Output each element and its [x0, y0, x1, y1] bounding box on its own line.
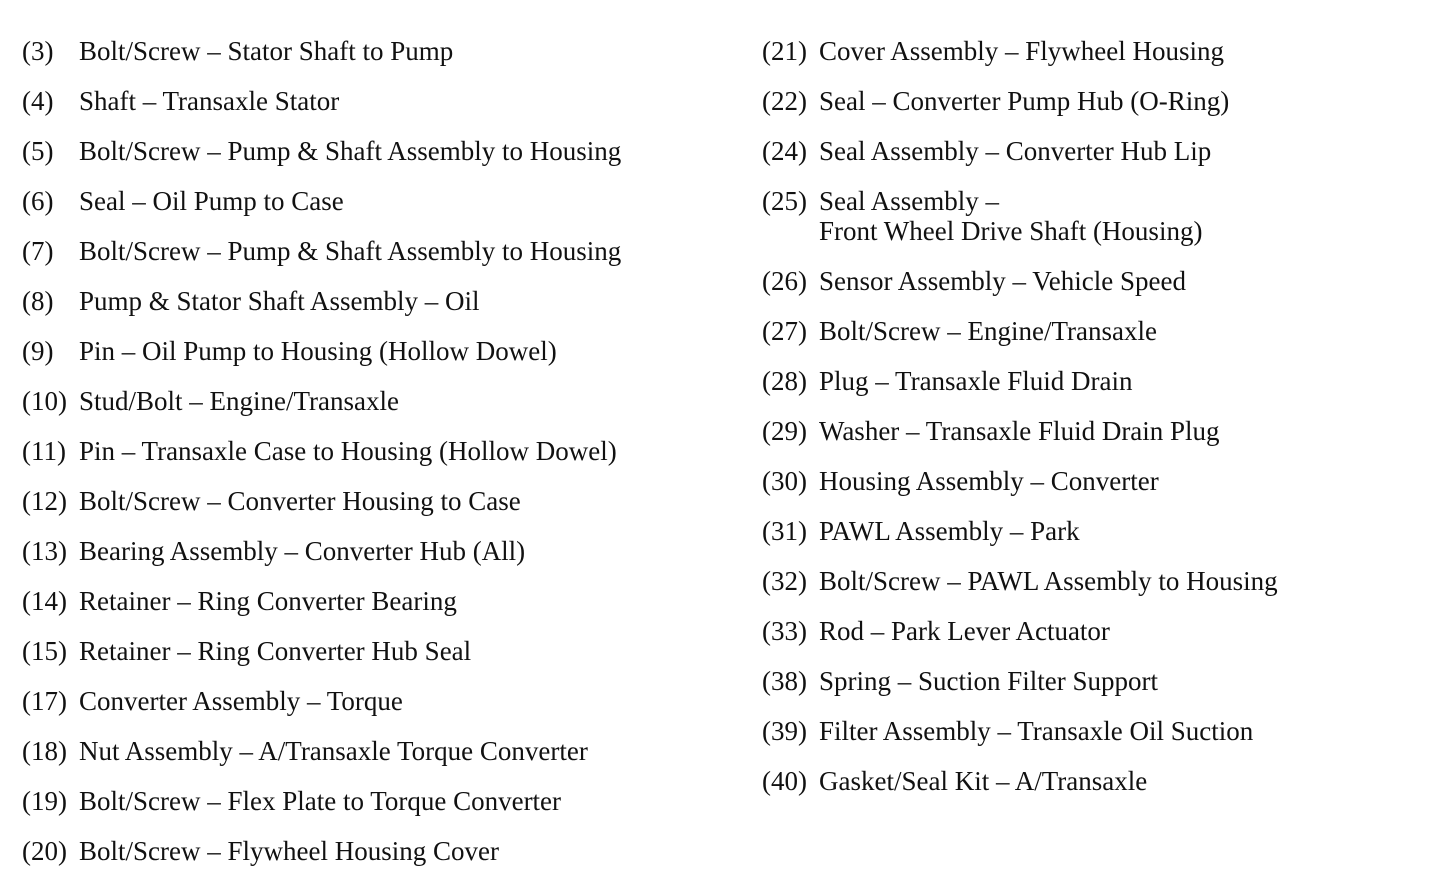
part-number: (40) [762, 766, 807, 796]
part-description: Bearing Assembly – Converter Hub (All) [79, 536, 526, 566]
part-number: (31) [762, 516, 807, 546]
parts-list-right [762, 36, 1422, 816]
list-item [22, 286, 722, 336]
list-item [762, 86, 1422, 136]
part-number: (38) [762, 666, 807, 696]
part-number: (20) [22, 836, 67, 866]
part-description: PAWL Assembly – Park [819, 516, 1080, 546]
part-description: Gasket/Seal Kit – A/Transaxle [819, 766, 1148, 796]
list-item [762, 186, 1422, 266]
part-number: (32) [762, 566, 807, 596]
part-description: Bolt/Screw – Pump & Shaft Assembly to Housing [79, 136, 622, 166]
list-item [22, 386, 722, 436]
part-number: (15) [22, 636, 67, 666]
part-number: (6) [22, 186, 54, 216]
part-description: Bolt/Screw – Flex Plate to Torque Converter [79, 786, 562, 816]
list-item [762, 416, 1422, 466]
list-item [22, 686, 722, 736]
part-description: Washer – Transaxle Fluid Drain Plug [819, 416, 1220, 446]
part-description: Stud/Bolt – Engine/Transaxle [79, 386, 400, 416]
part-description: Seal – Oil Pump to Case [79, 186, 344, 216]
part-number: (28) [762, 366, 807, 396]
part-description: Retainer – Ring Converter Bearing [79, 586, 457, 616]
list-item [22, 536, 722, 586]
list-item [22, 586, 722, 636]
part-description: Housing Assembly – Converter [819, 466, 1159, 496]
part-description: Sensor Assembly – Vehicle Speed [819, 266, 1186, 296]
part-number: (9) [22, 336, 54, 366]
part-description: Nut Assembly – A/Transaxle Torque Converter [79, 736, 588, 766]
list-item [22, 36, 722, 86]
part-description: Pin – Oil Pump to Housing (Hollow Dowel) [79, 336, 557, 366]
part-number: (11) [22, 436, 66, 466]
part-number: (3) [22, 36, 54, 66]
part-number: (26) [762, 266, 807, 296]
list-item [762, 366, 1422, 416]
list-item [762, 566, 1422, 616]
part-number: (29) [762, 416, 807, 446]
part-description: Converter Assembly – Torque [79, 686, 403, 716]
part-number: (18) [22, 736, 67, 766]
list-item [762, 716, 1422, 766]
part-description: Bolt/Screw – Flywheel Housing Cover [79, 836, 499, 866]
part-description: Filter Assembly – Transaxle Oil Suction [819, 716, 1254, 746]
part-description: Plug – Transaxle Fluid Drain [819, 366, 1133, 396]
list-item [22, 86, 722, 136]
list-item [22, 436, 722, 486]
part-description: Seal – Converter Pump Hub (O-Ring) [819, 86, 1230, 116]
part-description: Retainer – Ring Converter Hub Seal [79, 636, 472, 666]
list-item [22, 786, 722, 836]
list-item [762, 766, 1422, 816]
part-description: Cover Assembly – Flywheel Housing [819, 36, 1224, 66]
part-number: (13) [22, 536, 67, 566]
part-number: (7) [22, 236, 54, 266]
list-item [22, 636, 722, 686]
part-number: (39) [762, 716, 807, 746]
part-number: (22) [762, 86, 807, 116]
list-item [762, 616, 1422, 666]
list-item [22, 836, 722, 886]
part-description: Bolt/Screw – Engine/Transaxle [819, 316, 1157, 346]
part-number: (19) [22, 786, 67, 816]
part-number: (25) [762, 186, 807, 216]
part-description: Pin – Transaxle Case to Housing (Hollow Dowel) [79, 436, 617, 466]
part-description: Bolt/Screw – PAWL Assembly to Housing [819, 566, 1278, 596]
part-description: Bolt/Screw – Converter Housing to Case [79, 486, 521, 516]
part-description: Bolt/Screw – Stator Shaft to Pump [79, 36, 454, 66]
part-number: (30) [762, 466, 807, 496]
list-item [22, 486, 722, 536]
list-item [762, 666, 1422, 716]
part-number: (21) [762, 36, 807, 66]
part-number: (12) [22, 486, 67, 516]
list-item [762, 136, 1422, 186]
part-number: (17) [22, 686, 67, 716]
list-item [762, 516, 1422, 566]
part-number: (33) [762, 616, 807, 646]
part-number: (14) [22, 586, 67, 616]
part-description: Shaft – Transaxle Stator [79, 86, 340, 116]
part-description: Pump & Stator Shaft Assembly – Oil [79, 286, 480, 316]
part-number: (27) [762, 316, 807, 346]
parts-list-left [22, 36, 722, 886]
part-description: Seal Assembly – Front Wheel Drive Shaft (Housing) [819, 186, 1203, 246]
part-description: Rod – Park Lever Actuator [819, 616, 1110, 646]
list-item [762, 266, 1422, 316]
part-description: Bolt/Screw – Pump & Shaft Assembly to Housing [79, 236, 622, 266]
list-item [762, 36, 1422, 86]
list-item [22, 236, 722, 286]
part-number: (5) [22, 136, 54, 166]
part-number: (4) [22, 86, 54, 116]
list-item [762, 466, 1422, 516]
part-number: (24) [762, 136, 807, 166]
part-description: Seal Assembly – Converter Hub Lip [819, 136, 1212, 166]
part-number: (8) [22, 286, 54, 316]
list-item [762, 316, 1422, 366]
part-description: Spring – Suction Filter Support [819, 666, 1159, 696]
list-item [22, 336, 722, 386]
list-item [22, 736, 722, 786]
part-number: (10) [22, 386, 67, 416]
list-item [22, 136, 722, 186]
list-item [22, 186, 722, 236]
